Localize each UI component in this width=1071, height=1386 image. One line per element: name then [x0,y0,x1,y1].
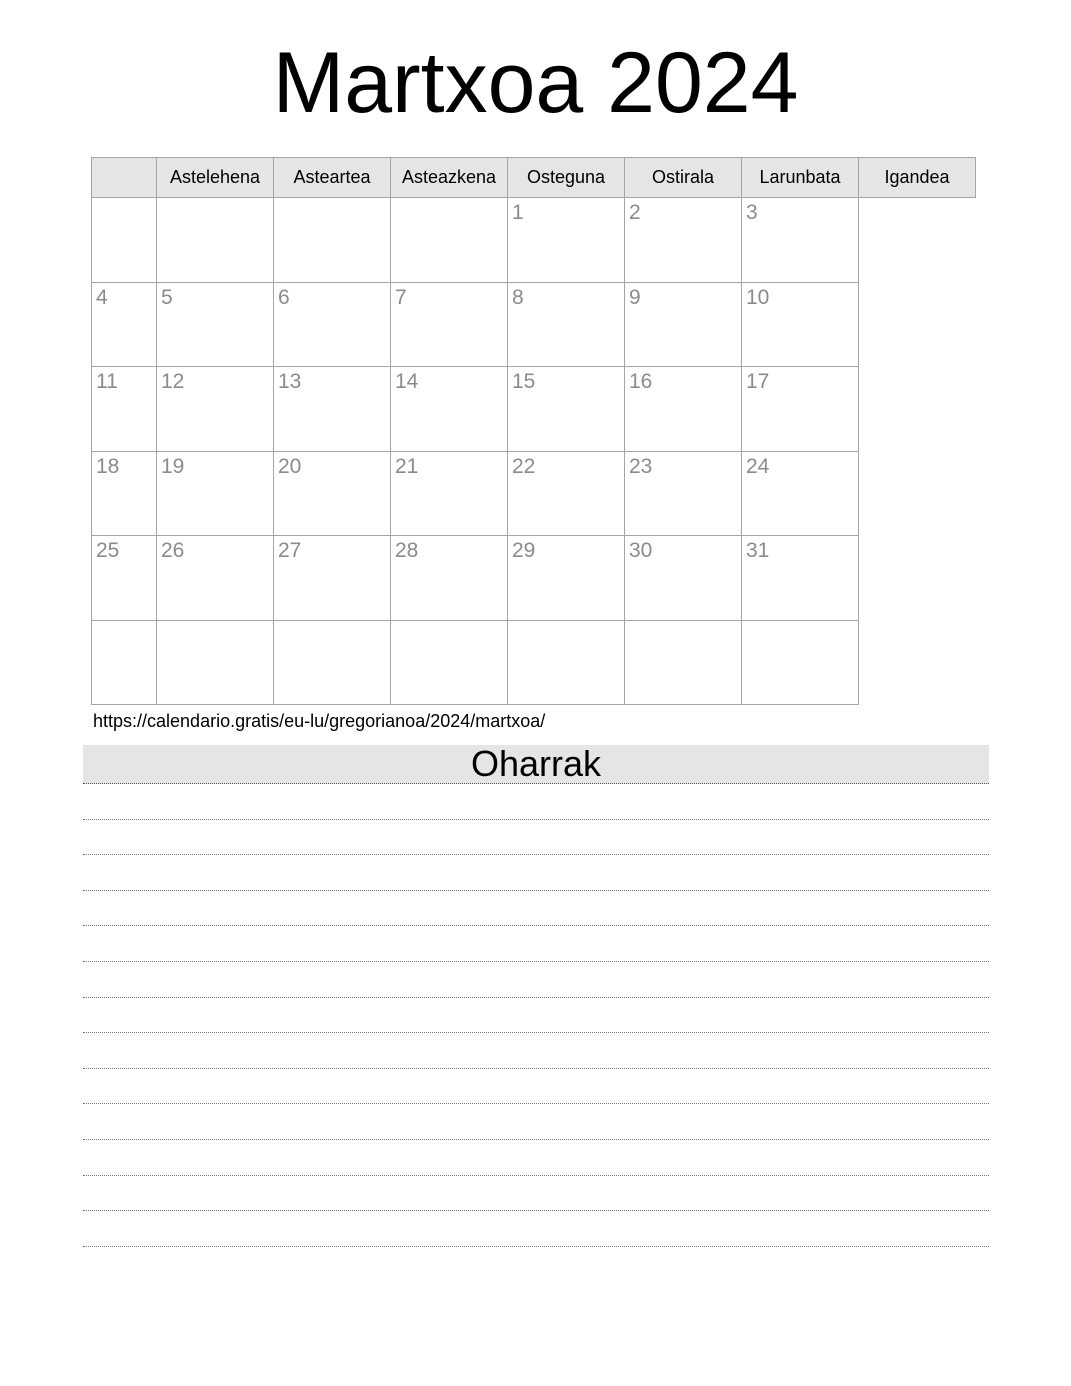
day-cell-3: 3 [742,198,859,283]
page-title: Martxoa 2024 [272,35,799,131]
day-cell-22: 22 [508,451,625,536]
weekday-header-row [92,158,976,198]
day-cell-25: 25 [92,536,157,621]
day-cell-24: 24 [742,451,859,536]
week-row-5 [92,536,976,621]
day-cell-29: 29 [508,536,625,621]
day-cell-empty [625,620,742,705]
weekday-header-1: Astelehena [157,158,274,198]
day-cell-6: 6 [274,282,391,367]
day-cell-4: 4 [92,282,157,367]
day-cell-27: 27 [274,536,391,621]
weekday-header-7: Igandea [859,158,976,198]
day-cell-empty [391,198,508,283]
week-spanner-cell [92,158,157,198]
day-cell-empty [274,198,391,283]
weekday-header-4: Osteguna [508,158,625,198]
day-cell-2: 2 [625,198,742,283]
notes-heading: Oharrak [83,745,989,784]
note-line [83,820,989,856]
weekday-header-2: Asteartea [274,158,391,198]
day-cell-empty [742,620,859,705]
day-cell-15: 15 [508,367,625,452]
day-cell-5: 5 [157,282,274,367]
note-line [83,891,989,927]
day-cell-9: 9 [625,282,742,367]
day-cell-31: 31 [742,536,859,621]
day-cell-21: 21 [391,451,508,536]
day-cell-30: 30 [625,536,742,621]
note-line [83,1104,989,1140]
note-line [83,1176,989,1212]
day-cell-empty [157,620,274,705]
day-cell-23: 23 [625,451,742,536]
day-cell-20: 20 [274,451,391,536]
week-row-2 [92,282,976,367]
week-row-1 [92,198,976,283]
day-cell-8: 8 [508,282,625,367]
day-cell-12: 12 [157,367,274,452]
weekday-header-5: Ostirala [625,158,742,198]
day-cell-empty [391,620,508,705]
note-line [83,1211,989,1247]
day-cell-19: 19 [157,451,274,536]
note-line [83,926,989,962]
notes-lines [83,784,989,1247]
day-cell-16: 16 [625,367,742,452]
day-cell-empty [274,620,391,705]
day-cell-28: 28 [391,536,508,621]
week-row-6 [92,620,976,705]
day-cell-11: 11 [92,367,157,452]
day-cell-empty [92,620,157,705]
weekday-header-3: Asteazkena [391,158,508,198]
day-cell-14: 14 [391,367,508,452]
calendar-container [91,157,1071,705]
day-cell-17: 17 [742,367,859,452]
note-line [83,1069,989,1105]
day-cell-7: 7 [391,282,508,367]
week-row-4 [92,451,976,536]
note-line [83,855,989,891]
calendar-table [91,157,976,705]
notes-section [83,745,989,1247]
day-cell-empty [157,198,274,283]
weekday-header-6: Larunbata [742,158,859,198]
day-cell-26: 26 [157,536,274,621]
calendar-body [92,198,976,705]
day-cell-10: 10 [742,282,859,367]
note-line [83,1033,989,1069]
source-url: https://calendario.gratis/eu-lu/gregorianoa/2024/martxoa/ [93,711,546,731]
day-cell-18: 18 [92,451,157,536]
day-cell-empty [508,620,625,705]
day-cell-13: 13 [274,367,391,452]
note-line [83,1140,989,1176]
day-cell-1: 1 [508,198,625,283]
week-row-3 [92,367,976,452]
note-line [83,998,989,1034]
note-line [83,784,989,820]
day-cell-empty [92,198,157,283]
note-line [83,962,989,998]
